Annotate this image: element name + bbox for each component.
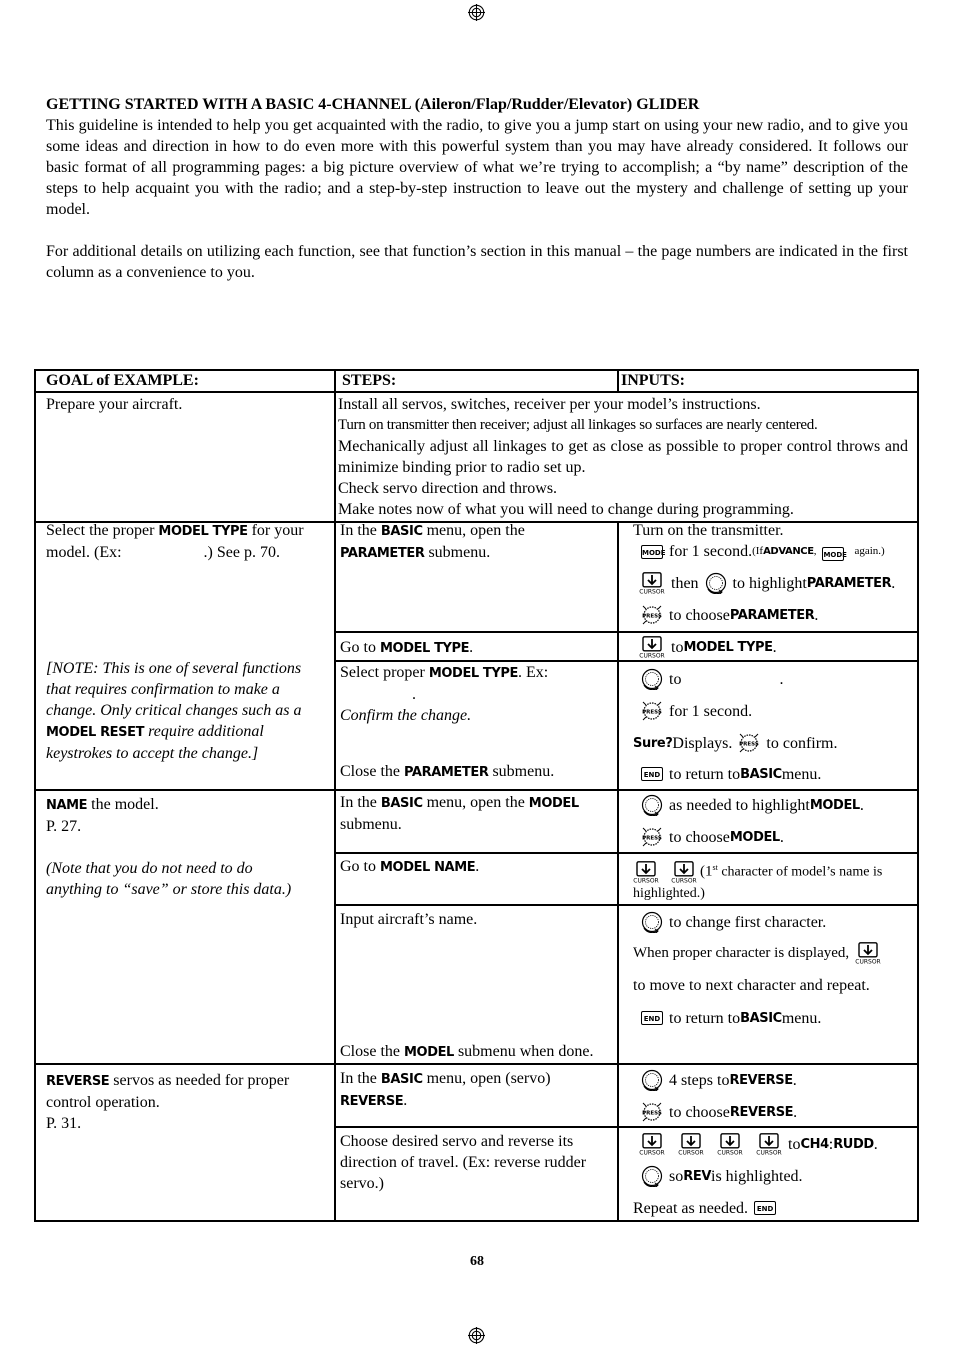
input-press-model: to choose MODEL . [641,826,784,848]
cursor-key-icon [639,572,665,594]
input-mode-press: MODE for 1 second. (If ADVANCE , MODE again.) [642,543,885,560]
cursor-key-icon [756,1133,782,1155]
input-cursor-ch4: to CH4 : RUDD . [639,1133,878,1155]
step-open-reverse: In the BASIC menu, open (servo) REVERSE. [340,1070,551,1109]
cursor-key-icon [855,942,881,964]
goal-name: NAME the model. P. 27. (Note that you do not need to do anything to “save” or store this data.) [46,796,292,898]
press-dial-icon [641,1101,663,1123]
registration-mark-icon [468,1327,485,1344]
input-dial-rev: so REV is highlighted. [641,1165,803,1187]
input-repeat: to move to next character and repeat. [633,977,870,994]
input-repeat-end: Repeat as needed. END [633,1197,776,1219]
input-cursor-model-type: to MODEL TYPE . [639,636,777,658]
prepare-step: Mechanically adjust all linkages to get as close as possible to proper control throws and minimize binding prior to radio set up. [338,438,908,476]
input-dial-model: as needed to highlight MODEL . [641,794,864,816]
header-steps: STEPS: [342,372,397,389]
input-press-one-second: for 1 second. [641,700,752,722]
input-cursor-dial: then to highlight PARAMETER . [639,572,895,594]
page-number: 68 [470,1254,484,1269]
input-press-reverse: to choose REVERSE . [641,1101,797,1123]
step-close-model: Close the MODEL submenu when done. [340,1043,594,1060]
input-dial-reverse: 4 steps to REVERSE . [641,1069,797,1091]
confirmation-note: [NOTE: This is one of several functions that requires confirmation to make a change. Only critical changes such as a MODEL RESET require additional keystrokes to accept the change.] [46,660,302,762]
step-go-model-type: Go to MODEL TYPE. [340,639,474,656]
step-choose-servo: Choose desired servo and reverse its direction of travel. (Ex: reverse rudder servo.) [340,1133,587,1192]
cursor-key-icon [639,1133,665,1155]
step-go-model-name: Go to MODEL NAME. [340,858,480,875]
press-dial-icon [641,700,663,722]
dial-icon [705,572,727,594]
goal-reverse: REVERSE servos as needed for proper control operation. P. 31. [46,1072,290,1132]
registration-mark-icon [468,4,485,21]
step-open-model: In the BASIC menu, open the MODEL submenu. [340,794,579,833]
press-dial-icon [738,732,760,754]
prepare-step: Turn on transmitter then receiver; adjust all linkages so surfaces are nearly centered. [338,417,818,433]
header-goal: GOAL of EXAMPLE: [46,372,199,389]
input-change-char: to change first character. [641,911,826,933]
prepare-step: Make notes now of what you will need to change during programming. [338,501,794,518]
end-key-icon: END [641,767,663,781]
step-input-name: Input aircraft’s name. [340,911,478,928]
press-dial-icon [641,604,663,626]
input-cursor-name: (1st character of model’s name is highlighted.) [633,863,883,902]
input-turn-on: Turn on the transmitter. [633,522,784,539]
goal-model-type: Select the proper MODEL TYPE for your model. (Ex: .) See p. 70. [46,522,304,561]
prepare-step: Install all servos, switches, receiver per your model’s instructions. [338,396,761,413]
mode-key-icon: MODE [822,547,844,561]
cursor-key-icon [671,861,697,883]
end-key-icon: END [754,1201,776,1215]
mode-key-icon: MODE [641,545,663,559]
prepare-steps [338,394,908,520]
cursor-key-icon [639,636,665,658]
section-heading: GETTING STARTED WITH A BASIC 4-CHANNEL (Aileron/Flap/Rudder/Elevator) GLIDER [46,96,700,113]
step-select-model-type: Select proper MODEL TYPE. Ex: . Confirm the change. [340,664,549,724]
intro-section [46,94,908,283]
dial-icon [641,1069,663,1091]
header-inputs: INPUTS: [621,372,686,389]
input-next-char: When proper character is displayed, [633,942,881,964]
cursor-key-icon [633,861,659,883]
intro-paragraph: This guideline is intended to help you get acquainted with the radio, to give you a jump start on using your new radio, and to give you some ideas and direction in how to do even more with this powerful system than you may have already considered. It follows our basic format of all programming pages: a big picture overview of what we’re trying to accomplish; a “by name” description of the steps to help acquaint you with the radio; and a step-by-step instruction to leave out the mystery and challenge of setting up your model. [46,117,908,218]
input-end-basic: END to return to BASIC menu. [641,763,821,785]
intro-paragraph: For additional details on utilizing each function, see that function’s section in this manual – the page numbers are indicated in the first column as a convenience to you. [46,243,908,281]
prepare-step: Check servo direction and throws. [338,480,558,497]
input-press-choose: to choose PARAMETER . [641,604,818,626]
step-close-parameter: Close the PARAMETER submenu. [340,763,555,780]
dial-icon [641,911,663,933]
cursor-key-icon [678,1133,704,1155]
cursor-key-icon [717,1133,743,1155]
goal-prepare: Prepare your aircraft. [46,396,183,413]
input-end-basic: END to return to BASIC menu. [641,1007,821,1029]
press-dial-icon [641,826,663,848]
end-key-icon: END [641,1011,663,1025]
dial-icon [641,1165,663,1187]
input-dial-select: to . [641,668,783,690]
dial-icon [641,668,663,690]
step-open-parameter: In the BASIC menu, open the PARAMETER submenu. [340,522,525,561]
dial-icon [641,794,663,816]
input-sure-confirm: Sure? Displays. to confirm. [633,732,837,754]
